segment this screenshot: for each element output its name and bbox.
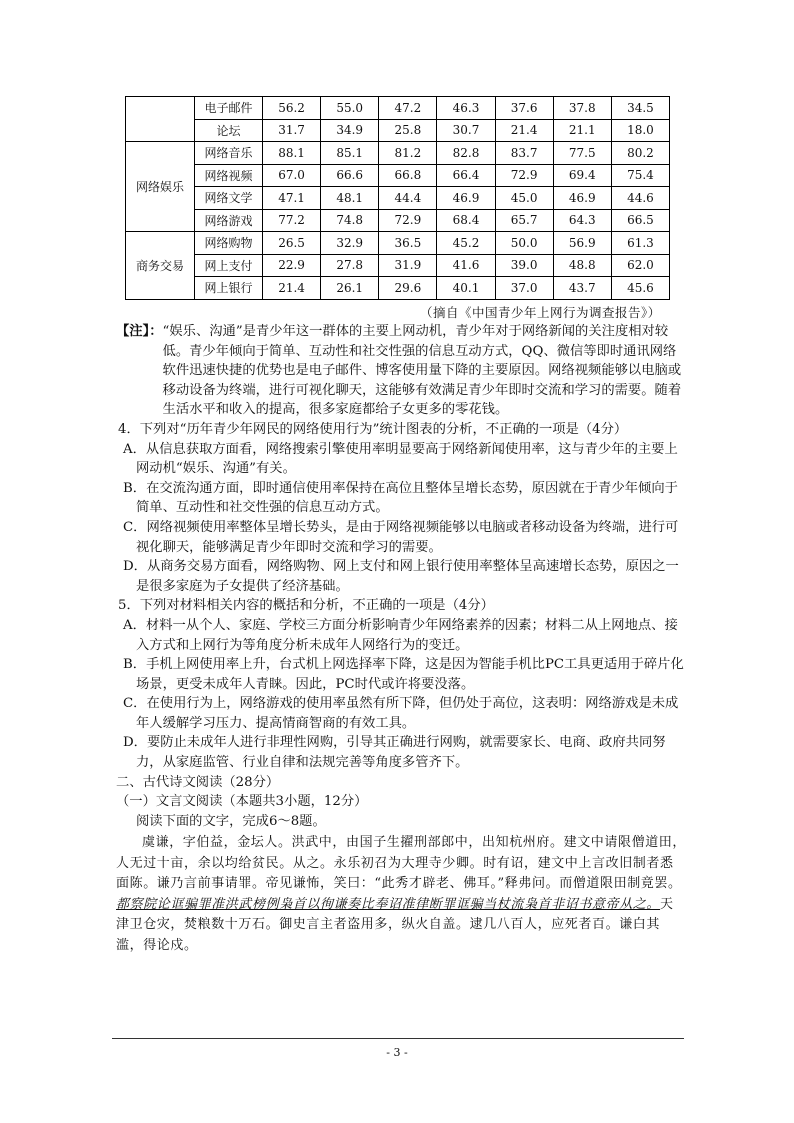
table-row xyxy=(126,97,670,120)
table-row xyxy=(126,164,670,187)
value-cell: 47.1 xyxy=(263,187,321,210)
value-cell: 85.1 xyxy=(321,142,379,165)
value-cell: 82.8 xyxy=(437,142,495,165)
table-row xyxy=(126,254,670,277)
category-cell xyxy=(126,97,195,142)
item-cell: 论坛 xyxy=(195,119,263,142)
value-cell: 37.6 xyxy=(495,97,553,120)
value-cell: 31.7 xyxy=(263,119,321,142)
page-number: - 3 - xyxy=(386,1046,408,1059)
value-cell: 69.4 xyxy=(553,164,611,187)
value-cell: 64.3 xyxy=(553,209,611,232)
item-cell: 网络视频 xyxy=(195,164,263,187)
value-cell: 50.0 xyxy=(495,232,553,255)
item-cell: 网络文学 xyxy=(195,187,263,210)
value-cell: 46.3 xyxy=(437,97,495,120)
value-cell: 37.8 xyxy=(553,97,611,120)
item-cell: 网络购物 xyxy=(195,232,263,255)
table-source: （摘自《中国青少年上网行为调查报告》） xyxy=(420,305,661,320)
page-content xyxy=(116,322,686,956)
value-cell: 41.6 xyxy=(437,254,495,277)
value-cell: 47.2 xyxy=(379,97,437,120)
value-cell: 74.8 xyxy=(321,209,379,232)
table-row xyxy=(126,277,670,300)
table-row xyxy=(126,209,670,232)
question-5-stem: 5．下列对材料相关内容的概括和分析，不正确的一项是（4分） xyxy=(118,598,494,614)
table-row xyxy=(126,119,670,142)
value-cell: 29.6 xyxy=(379,277,437,300)
value-cell: 56.2 xyxy=(263,97,321,120)
item-cell: 网络音乐 xyxy=(195,142,263,165)
note-label: 【注】： xyxy=(116,324,163,339)
value-cell: 43.7 xyxy=(553,277,611,300)
category-cell: 商务交易 xyxy=(126,232,195,300)
value-cell: 44.4 xyxy=(379,187,437,210)
value-cell: 26.1 xyxy=(321,277,379,300)
value-cell: 46.9 xyxy=(553,187,611,210)
value-cell: 65.7 xyxy=(495,209,553,232)
item-cell: 网上支付 xyxy=(195,254,263,277)
question-4-option-a: A．从信息获取方面看，网络搜索引擎使用率明显要高于网络新闻使用率，这与青少年的主要上网动机“娱乐、沟通”有关。 xyxy=(123,441,678,477)
item-cell: 电子邮件 xyxy=(195,97,263,120)
value-cell: 55.0 xyxy=(321,97,379,120)
value-cell: 46.9 xyxy=(437,187,495,210)
note xyxy=(116,322,686,420)
value-cell: 40.1 xyxy=(437,277,495,300)
value-cell: 21.1 xyxy=(553,119,611,142)
value-cell: 88.1 xyxy=(263,142,321,165)
table-row xyxy=(126,232,670,255)
value-cell: 48.8 xyxy=(553,254,611,277)
value-cell: 56.9 xyxy=(553,232,611,255)
value-cell: 45.0 xyxy=(495,187,553,210)
question-5-option-a: A．材料一从个人、家庭、学校三方面分析影响青少年网络素养的因素；材料二从上网地点、接入方式和上网行为等角度分析未成年人网络行为的变迁。 xyxy=(123,617,678,653)
value-cell: 66.4 xyxy=(437,164,495,187)
value-cell: 81.2 xyxy=(379,142,437,165)
table-row xyxy=(126,187,670,210)
question-5-option-d: D．要防止未成年人进行非理性网购，引导其正确进行网购，就需要家长、电商、政府共同努力，从家庭监管、行业自律和法规完善等角度多管齐下。 xyxy=(123,735,666,771)
section-2-subtitle: （一）文言文阅读（本题共3小题，12分） xyxy=(116,794,368,810)
classical-passage xyxy=(116,833,686,956)
value-cell: 72.9 xyxy=(379,209,437,232)
question-4-option-c: C．网络视频使用率整体呈增长势头，是由于网络视频能够以电脑或者移动设备为终端，进行可视化聊天，能够满足青少年即时交流和学习的需要。 xyxy=(123,519,679,555)
value-cell: 66.6 xyxy=(321,164,379,187)
value-cell: 77.2 xyxy=(263,209,321,232)
passage-underlined: 都察院论诓骗罪准洪武榜例枭首以徇谦奏比奉诏准律断罪诓骗当杖流枭首非诏书意帝从之。 xyxy=(116,896,661,912)
question-5-option-b: B．手机上网使用率上升，台式机上网选择率下降，这是因为智能手机比PC工具更适用于碎片化场景，更受未成年人青睐。因此，PC时代或许将要没落。 xyxy=(123,657,684,692)
value-cell: 34.9 xyxy=(321,119,379,142)
value-cell: 61.3 xyxy=(611,232,669,255)
question-5-option-c: C．在使用行为上，网络游戏的使用率虽然有所下降，但仍处于高位，这表明：网络游戏是未成年人缓解学习压力、提高情商智商的有效工具。 xyxy=(123,696,679,731)
reading-instruction: 阅读下面的文字，完成6～8题。 xyxy=(136,813,326,829)
usage-table xyxy=(125,96,670,300)
question-4-stem: 4．下列对“历年青少年网民的网络使用行为”统计图表的分析，不正确的一项是（4分） xyxy=(118,421,628,437)
footer-rule xyxy=(112,1038,684,1039)
passage-text-a: 虞谦，字伯益，金坛人。洪武中，由国子生擢刑部郎中，出知杭州府。建文中请限僧道田，人无过十亩，余以均给贫民。从之。永乐初召为大理寺少卿。时有诏，建文中上言改旧制者悉面陈。谦乃言前事请罪。帝见谦怖，笑曰：“此秀才辟老、佛耳。”释弗问。而僧道限田制竟罢。 xyxy=(116,835,687,892)
item-cell: 网络游戏 xyxy=(195,209,263,232)
value-cell: 31.9 xyxy=(379,254,437,277)
value-cell: 34.5 xyxy=(611,97,669,120)
section-2-title: 二、古代诗文阅读（28分） xyxy=(116,774,280,790)
question-4-option-b: B．在交流沟通方面，即时通信使用率保持在高位且整体呈增长态势，原因就在于青少年倾向于简单、互动性和社交性强的信息互动方式。 xyxy=(123,480,678,516)
category-cell: 网络娱乐 xyxy=(126,142,195,232)
note-text: “娱乐、沟通”是青少年这一群体的主要上网动机，青少年对于网络新闻的关注度相对较低。青少年倾向于简单、互动性和社交性强的信息互动方式，QQ、微信等即时通讯网络软件迅速快捷的优势也是电子邮件、博客使用量下降的主要原因。网络视频能够以电脑或移动设备为终端，进行可视化聊天，这能够有效满足青少年即时交流和学习的需要。随着生活水平和收入的提高，很多家庭都给子女更多的零花钱。 xyxy=(162,324,682,418)
value-cell: 37.0 xyxy=(495,277,553,300)
value-cell: 83.7 xyxy=(495,142,553,165)
value-cell: 48.1 xyxy=(321,187,379,210)
value-cell: 80.2 xyxy=(611,142,669,165)
value-cell: 26.5 xyxy=(263,232,321,255)
value-cell: 30.7 xyxy=(437,119,495,142)
value-cell: 62.0 xyxy=(611,254,669,277)
value-cell: 32.9 xyxy=(321,232,379,255)
value-cell: 77.5 xyxy=(553,142,611,165)
value-cell: 39.0 xyxy=(495,254,553,277)
value-cell: 21.4 xyxy=(495,119,553,142)
value-cell: 45.2 xyxy=(437,232,495,255)
value-cell: 75.4 xyxy=(611,164,669,187)
question-4-option-d: D．从商务交易方面看，网络购物、网上支付和网上银行使用率整体呈高速增长态势，原因之一是很多家庭为子女提供了经济基础。 xyxy=(123,559,679,594)
value-cell: 27.8 xyxy=(321,254,379,277)
value-cell: 66.5 xyxy=(611,209,669,232)
value-cell: 67.0 xyxy=(263,164,321,187)
value-cell: 68.4 xyxy=(437,209,495,232)
value-cell: 25.8 xyxy=(379,119,437,142)
item-cell: 网上银行 xyxy=(195,277,263,300)
value-cell: 22.9 xyxy=(263,254,321,277)
value-cell: 18.0 xyxy=(611,119,669,142)
value-cell: 66.8 xyxy=(379,164,437,187)
value-cell: 45.6 xyxy=(611,277,669,300)
value-cell: 72.9 xyxy=(495,164,553,187)
table-row xyxy=(126,142,670,165)
value-cell: 44.6 xyxy=(611,187,669,210)
value-cell: 36.5 xyxy=(379,232,437,255)
value-cell: 21.4 xyxy=(263,277,321,300)
passage-text-b: 天津卫仓灾，焚粮数十万石。御史言主者盗用多，纵火自盖。逮几八百人，应死者百。谦白其滥，得论戍。 xyxy=(116,896,674,953)
